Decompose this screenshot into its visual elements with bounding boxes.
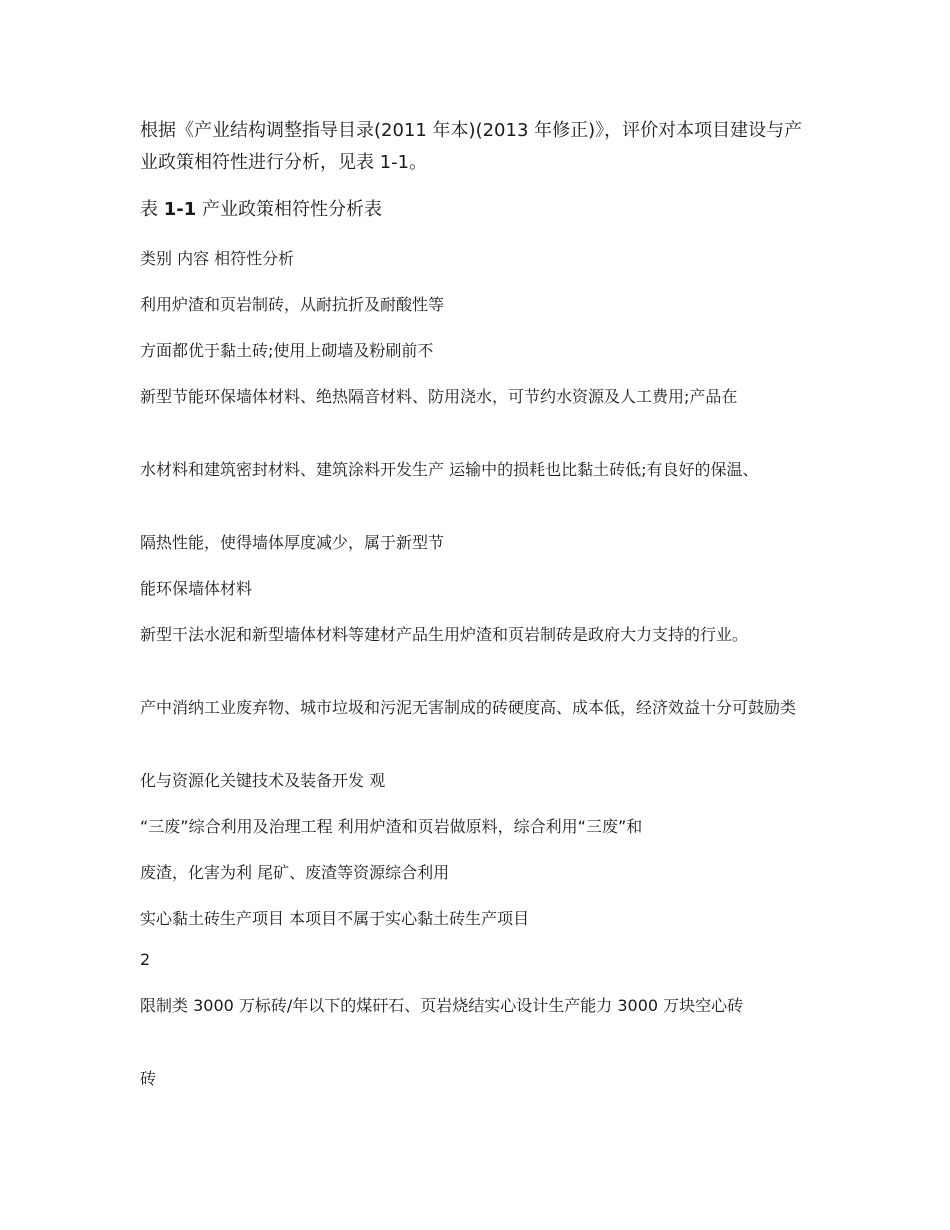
table-line: 方面都优于黏土砖;使用上砌墙及粉刷前不: [140, 341, 434, 360]
table-line: 新型干法水泥和新型墙体材料等建材产品生用炉渣和页岩制砖是政府大力支持的行业。: [140, 625, 749, 644]
table-line: “三废”综合利用及治理工程 利用炉渣和页岩做原料，综合利用“三废”和: [140, 817, 643, 836]
table-line: 能环保墙体材料: [140, 579, 253, 598]
table-line: 砖: [140, 1069, 157, 1088]
table-line: 新型节能环保墙体材料、绝热隔音材料、防用浇水，可节约水资源及人工费用;产品在: [140, 387, 738, 406]
intro-paragraph: 根据《产业结构调整指导目录(2011 年本)(2013 年修正)》，评价对本项目建设与产业政策相符性进行分析，见表 1-1。: [140, 120, 803, 173]
table-line: 实心黏土砖生产项目 本项目不属于实心黏土砖生产项目: [140, 909, 530, 928]
caption-prefix: 表: [140, 199, 164, 220]
table-line: 水材料和建筑密封材料、建筑涂料开发生产 运输中的损耗也比黏土砖低;有良好的保温、: [140, 460, 759, 479]
caption-title: 产业政策相符性分析表: [196, 199, 382, 220]
caption-number: 1-1: [163, 199, 197, 220]
table-line: 类别 内容 相符性分析: [140, 249, 295, 268]
page-number: 2: [140, 950, 151, 969]
table-line: 废渣，化害为利 尾矿、废渣等资源综合利用: [140, 863, 450, 882]
table-caption: [140, 197, 820, 223]
table-line: 限制类 3000 万标砖/年以下的煤矸石、页岩烧结实心设计生产能力 3000 万块空心砖: [140, 996, 744, 1015]
table-line: 隔热性能，使得墙体厚度减少，属于新型节: [140, 533, 445, 552]
table-line: 化与资源化关键技术及装备开发 观: [140, 771, 386, 790]
table-line: 利用炉渣和页岩制砖，从耐抗折及耐酸性等: [140, 295, 445, 314]
table-line: 产中消纳工业废弃物、城市垃圾和污泥无害制成的砖硬度高、成本低，经济效益十分可鼓励类: [140, 698, 797, 717]
